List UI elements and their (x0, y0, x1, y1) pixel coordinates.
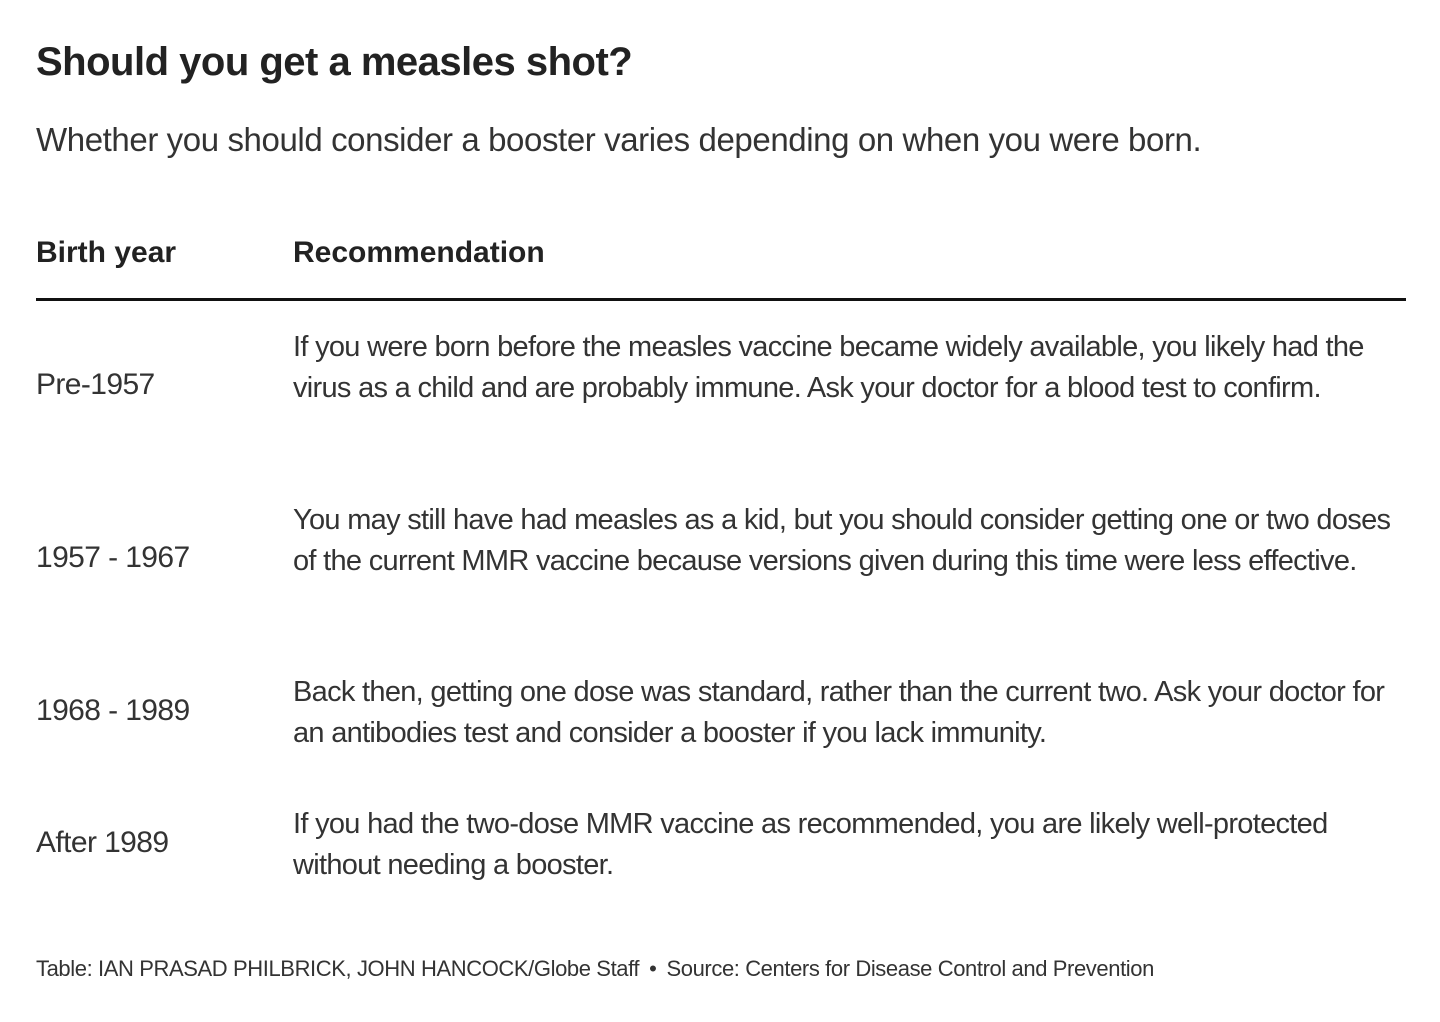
recommendation-cell: Back then, getting one dose was standard, rather than the current two. Ask your doctor for an antibodies test and consider a booster if you lack immunity. (293, 676, 1385, 749)
separator-dot: • (649, 956, 657, 981)
recommendation-cell: If you had the two-dose MMR vaccine as recommended, you are likely well-protected without needing a booster. (293, 808, 1328, 881)
table-row (36, 327, 1406, 452)
source-text: Source: Centers for Disease Control and Prevention (666, 956, 1154, 981)
birth-year-cell: 1957 - 1967 (36, 541, 190, 574)
recommendation-cell: You may still have had measles as a kid, but you should consider getting one or two doses of the current MMR vaccine because versions given during this time were less effective. (293, 504, 1391, 577)
credit-text: Table: IAN PRASAD PHILBRICK, JOHN HANCOCK/Globe Staff (36, 956, 640, 981)
birth-year-cell: 1968 - 1989 (36, 694, 190, 727)
table-row (36, 500, 1406, 625)
table-row (36, 804, 1406, 888)
chart-footer (36, 956, 1154, 982)
birth-year-cell: After 1989 (36, 826, 169, 859)
chart-subtitle: Whether you should consider a booster varies depending on when you were born. (36, 121, 1202, 158)
recommendation-cell: If you were born before the measles vaccine became widely available, you likely had the virus as a child and are probably immune. Ask your doctor for a blood test to confirm. (293, 331, 1364, 404)
birth-year-cell: Pre-1957 (36, 368, 155, 401)
column-header-birth-year: Birth year (36, 236, 177, 269)
recommendation-table (36, 230, 1406, 881)
column-header-recommendation: Recommendation (293, 236, 545, 269)
chart-title: Should you get a measles shot? (36, 40, 633, 84)
table-header (36, 230, 1406, 301)
table-row (36, 672, 1406, 756)
